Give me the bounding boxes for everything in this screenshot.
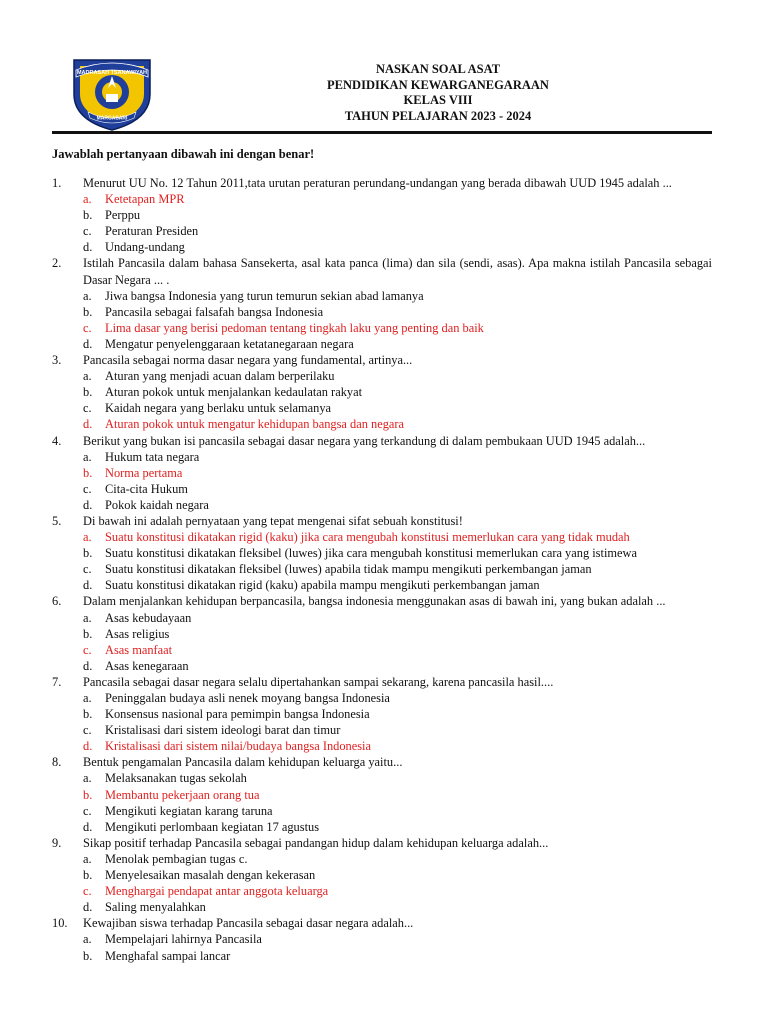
question-row (52, 175, 712, 191)
option-text: Menyelesaikan masalah dengan kekerasan (105, 868, 316, 883)
answer-option-correct (52, 529, 712, 545)
option-letter: b. (83, 868, 93, 883)
answer-option (52, 239, 712, 255)
option-text: Ketetapan MPR (105, 192, 185, 207)
option-text: Asas kenegaraan (105, 658, 189, 673)
answer-option (52, 449, 712, 465)
option-letter: a. (83, 192, 92, 207)
option-letter: a. (83, 288, 92, 303)
option-text: Cita-cita Hukum (105, 481, 188, 496)
option-letter: b. (83, 948, 93, 963)
option-text: Kaidah negara yang berlaku untuk selamanya (105, 401, 332, 416)
answer-option (52, 384, 712, 400)
option-letter: b. (83, 626, 93, 641)
option-letter: d. (83, 819, 93, 834)
option-letter: c. (83, 401, 92, 416)
option-letter: b. (83, 304, 93, 319)
option-text: Pancasila sebagai falsafah bangsa Indonesia (105, 304, 324, 319)
option-text: Perppu (105, 208, 141, 223)
answer-option-correct (52, 416, 712, 432)
question-item (52, 915, 712, 963)
option-letter: d. (83, 497, 93, 512)
option-letter: c. (83, 320, 92, 335)
header-subject: PENDIDIKAN KEWARGANEGARAAN (327, 77, 549, 92)
option-letter: b. (83, 465, 93, 480)
option-text: Asas kebudayaan (105, 610, 192, 625)
option-text: Undang-undang (105, 240, 185, 255)
header-divider (52, 131, 712, 134)
option-letter: d. (83, 658, 93, 673)
answer-option (52, 561, 712, 577)
option-letter: a. (83, 369, 92, 384)
option-letter: b. (83, 208, 93, 223)
answer-option-correct (52, 465, 712, 481)
header-title: NASKAN SOAL ASAT (375, 62, 501, 76)
option-text: Pokok kaidah negara (105, 497, 209, 512)
option-letter: d. (83, 739, 93, 754)
question-number: 5. (52, 513, 62, 528)
option-letter: d. (83, 240, 93, 255)
question-number: 10. (52, 916, 68, 931)
option-letter: a. (83, 530, 92, 545)
question-item (52, 352, 712, 432)
option-text: Jiwa bangsa Indonesia yang turun temurun sekian abad lamanya (105, 288, 424, 303)
option-text: Kristalisasi dari sistem ideologi barat dan timur (105, 723, 341, 738)
option-letter: c. (83, 481, 92, 496)
option-text: Suatu konstitusi dikatakan rigid (kaku) jika cara mengubah konstitusi memerlukan cara yang tidak mudah (105, 530, 630, 545)
question-number: 9. (52, 835, 62, 850)
question-number: 4. (52, 433, 62, 448)
question-row (52, 513, 712, 529)
question-number: 8. (52, 755, 62, 770)
answer-option (52, 770, 712, 786)
document-header (250, 62, 626, 124)
answer-option (52, 223, 712, 239)
question-row (52, 754, 712, 770)
answer-option-correct (52, 738, 712, 754)
question-number: 3. (52, 353, 62, 368)
question-item (52, 674, 712, 754)
option-letter: c. (83, 803, 92, 818)
question-text: Pancasila sebagai dasar negara selalu dipertahankan sampai sekarang, karena pancasila hasil.... (83, 674, 554, 689)
question-text: Sikap positif terhadap Pancasila sebagai pandangan hidup dalam kehidupan keluarga adalah... (83, 835, 549, 850)
answer-option (52, 577, 712, 593)
option-text: Aturan pokok untuk mengatur kehidupan bangsa dan negara (105, 417, 405, 432)
option-text: Mengatur penyelenggaraan ketatanegaraan negara (105, 336, 354, 351)
instruction-text: Jawablah pertanyaan dibawah ini dengan benar! (52, 147, 315, 161)
option-text: Hukum tata negara (105, 449, 200, 464)
option-letter: a. (83, 771, 92, 786)
question-item (52, 513, 712, 593)
answer-option (52, 545, 712, 561)
option-letter: c. (83, 224, 92, 239)
school-logo (70, 54, 154, 132)
answer-option (52, 867, 712, 883)
question-row (52, 352, 712, 368)
answer-option (52, 497, 712, 513)
option-letter: b. (83, 385, 93, 400)
option-text: Menghargai pendapat antar anggota keluarga (105, 884, 329, 899)
option-letter: a. (83, 932, 92, 947)
answer-option (52, 626, 712, 642)
answer-option (52, 304, 712, 320)
question-row (52, 835, 712, 851)
option-text: Kristalisasi dari sistem nilai/budaya bangsa Indonesia (105, 739, 371, 754)
question-item (52, 175, 712, 255)
question-row (52, 674, 712, 690)
option-text: Mempelajari lahirnya Pancasila (105, 932, 262, 947)
answer-option (52, 336, 712, 352)
option-text: Menghafal sampai lancar (105, 948, 231, 963)
option-text: Suatu konstitusi dikatakan rigid (kaku) apabila mampu mengikuti perkembangan jaman (105, 578, 540, 593)
option-text: Peninggalan budaya asli nenek moyang bangsa Indonesia (105, 691, 390, 705)
question-row (52, 433, 712, 449)
option-letter: d. (83, 900, 93, 915)
option-letter: c. (83, 884, 92, 899)
question-list (52, 175, 712, 964)
option-text: Peraturan Presiden (105, 224, 199, 239)
question-text: Di bawah ini adalah pernyataan yang tepat mengenai sifat sebuah konstitusi! (83, 513, 463, 528)
option-letter: b. (83, 787, 93, 802)
option-text: Konsensus nasional para pemimpin bangsa Indonesia (105, 707, 370, 722)
question-row (52, 915, 712, 931)
option-text: Asas religius (105, 626, 170, 641)
option-text: Membantu pekerjaan orang tua (105, 787, 260, 802)
question-number: 2. (52, 256, 62, 271)
option-text: Mengikuti perlombaan kegiatan 17 agustus (105, 819, 320, 834)
option-text: Lima dasar yang berisi pedoman tentang tingkah laku yang penting dan baik (105, 320, 484, 335)
question-number: 6. (52, 594, 62, 609)
option-text: Suatu konstitusi dikatakan fleksibel (luwes) jika cara mengubah konstitusi memerlukan cara yang istimewa (105, 546, 637, 561)
answer-option (52, 948, 712, 964)
answer-option-correct (52, 320, 712, 336)
answer-option (52, 722, 712, 738)
option-letter: a. (83, 610, 92, 625)
question-number: 1. (52, 176, 62, 190)
header-year: TAHUN PELAJARAN 2023 - 2024 (344, 108, 532, 123)
question-item (52, 835, 712, 915)
answer-option-correct (52, 191, 712, 207)
question-text: Menurut UU No. 12 Tahun 2011,tata urutan peraturan perundang-undangan yang berada dibawah UUD 1945 adalah ... (83, 176, 672, 190)
question-text: Istilah Pancasila dalam bahasa Sansekerta, asal kata panca (lima) dan sila (sendi, asas). Apa makna istilah Pancasila sebagai Dasar Negara ... . (83, 256, 712, 287)
answer-option (52, 368, 712, 384)
question-text: Kewajiban siswa terhadap Pancasila sebagai dasar negara adalah... (83, 916, 414, 931)
answer-option (52, 899, 712, 915)
question-item (52, 754, 712, 834)
answer-option-correct (52, 787, 712, 803)
option-letter: a. (83, 851, 92, 866)
answer-option (52, 803, 712, 819)
answer-option (52, 931, 712, 947)
answer-option (52, 288, 712, 304)
answer-option (52, 207, 712, 223)
option-letter: d. (83, 578, 93, 593)
option-text: Suatu konstitusi dikatakan fleksibel (luwes) apabila tidak mampu mengikuti perkembangan jaman (105, 562, 592, 577)
answer-option (52, 819, 712, 835)
option-text: Menolak pembagian tugas c. (105, 851, 248, 866)
question-text: Dalam menjalankan kehidupan berpancasila, bangsa indonesia menggunakan asas di bawah ini, yang bukan adalah ... (83, 594, 666, 609)
option-letter: c. (83, 562, 92, 577)
question-row (52, 593, 712, 609)
answer-option (52, 658, 712, 674)
answer-option-correct (52, 642, 712, 658)
option-letter: c. (83, 723, 92, 738)
option-letter: d. (83, 336, 93, 351)
answer-option (52, 610, 712, 626)
question-item (52, 433, 712, 513)
answer-option (52, 690, 712, 706)
answer-option-correct (52, 883, 712, 899)
option-text: Melaksanakan tugas sekolah (105, 771, 247, 786)
question-item (52, 255, 712, 352)
logo-text-top: MADRASAH TSANAWIYAH (76, 70, 148, 76)
option-text: Aturan yang menjadi acuan dalam berperilaku (105, 369, 335, 384)
answer-option (52, 706, 712, 722)
option-letter: b. (83, 546, 93, 561)
logo-text-bottom: MARGASARI (96, 115, 128, 122)
option-letter: d. (83, 417, 93, 432)
option-text: Aturan pokok untuk menjalankan kedaulatan rakyat (105, 385, 363, 400)
option-letter: b. (83, 707, 93, 722)
option-letter: a. (83, 691, 92, 705)
header-class: KELAS VIII (403, 93, 473, 107)
option-text: Saling menyalahkan (105, 900, 206, 915)
option-text: Asas manfaat (105, 642, 173, 657)
question-text: Berikut yang bukan isi pancasila sebagai dasar negara yang terkandung di dalam pembukaan UUD 1945 adalah... (83, 433, 646, 448)
option-text: Norma pertama (105, 465, 183, 480)
option-letter: a. (83, 449, 92, 464)
answer-option (52, 851, 712, 867)
option-letter: c. (83, 642, 92, 657)
option-text: Mengikuti kegiatan karang taruna (105, 803, 273, 818)
question-number: 7. (52, 674, 62, 689)
answer-option (52, 481, 712, 497)
question-item (52, 593, 712, 673)
answer-option (52, 400, 712, 416)
question-text: Pancasila sebagai norma dasar negara yang fundamental, artinya... (83, 353, 413, 368)
question-text: Bentuk pengamalan Pancasila dalam kehidupan keluarga yaitu... (83, 755, 403, 770)
question-row (52, 255, 712, 287)
